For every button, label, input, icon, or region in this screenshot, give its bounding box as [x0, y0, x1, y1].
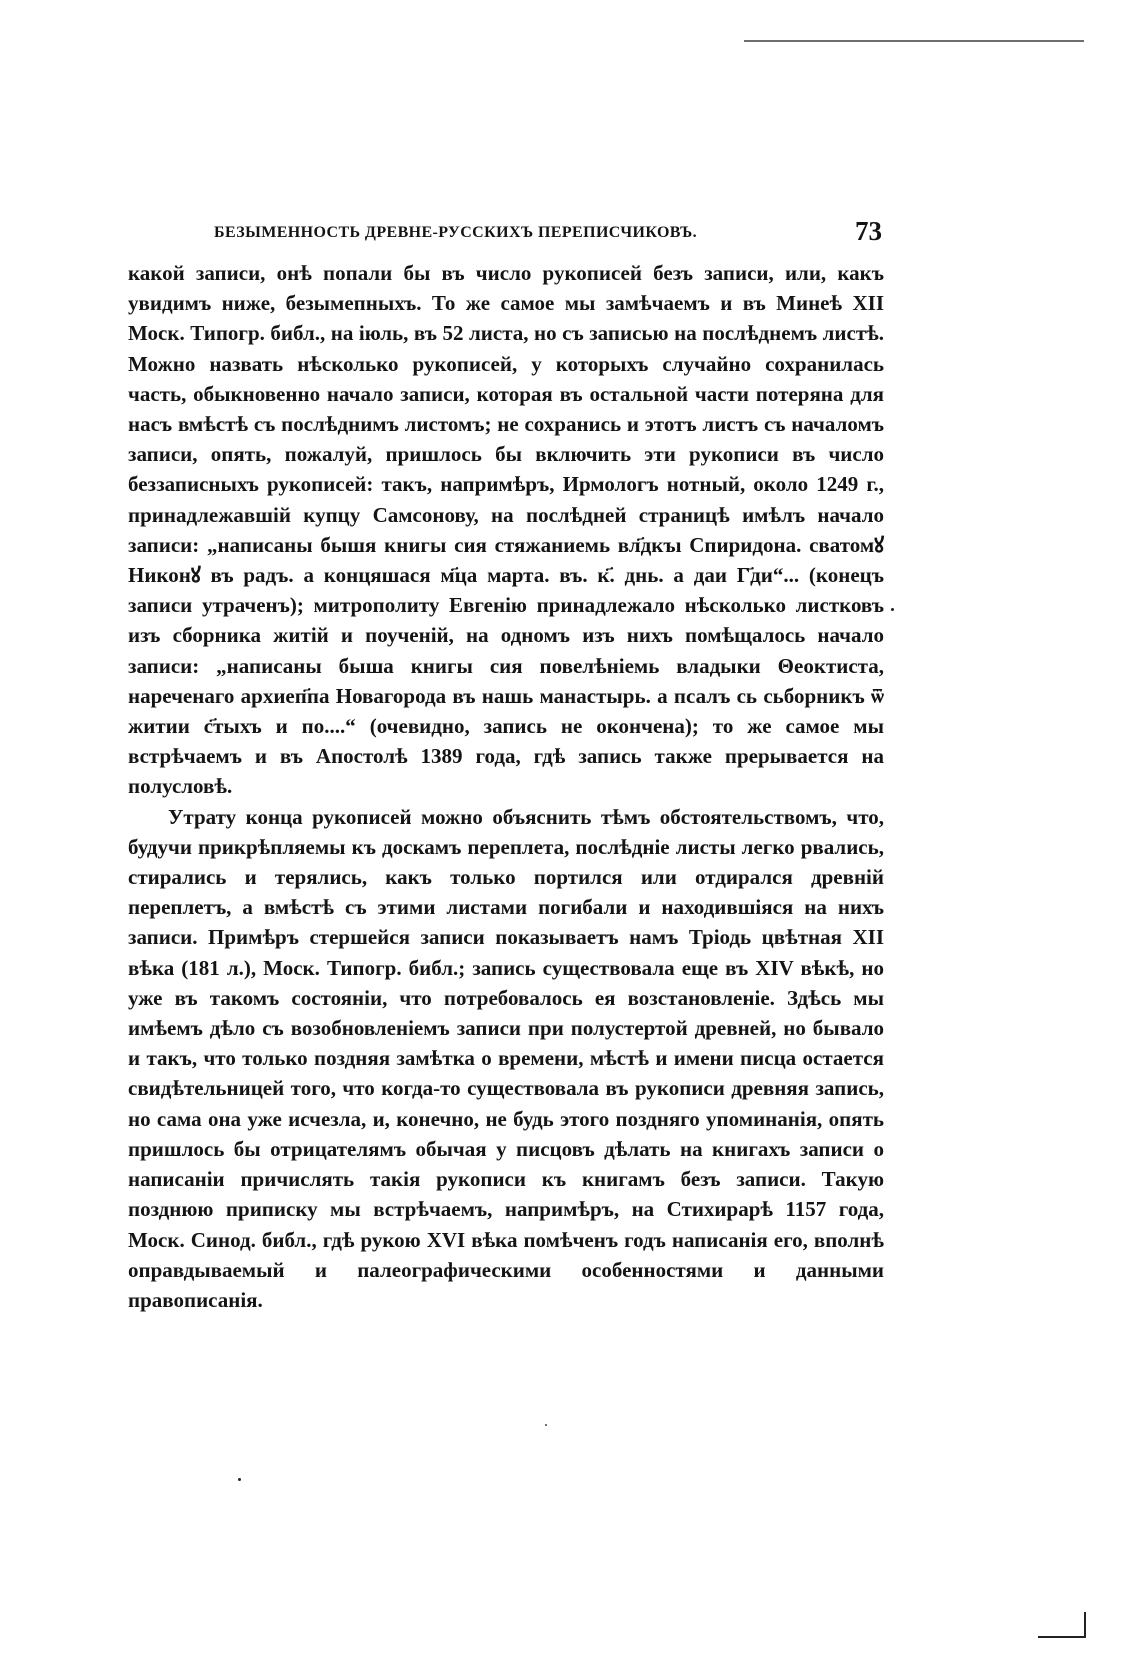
scan-edge-line [744, 40, 1084, 42]
scan-speck [238, 1478, 241, 1481]
paragraph-continuation: какой записи, онѣ попали бы въ число рукописей безъ записи, или, какъ увидимъ ниже, безымепныхъ. То же самое мы замѣчаемъ и въ Минеѣ XII Моск. Типогр. библ., на іюль, въ 52 листа, но съ записью на послѣднемъ листѣ. Можно назвать нѣсколько рукописей, у которыхъ случайно сохранилась часть, обыкновенно начало записи, которая въ остальной части потеряна для насъ вмѣстѣ съ послѣднимъ листомъ; не сохранись и этотъ листъ съ началомъ записи, опять, пожалуй, пришлось бы включить эти рукописи въ число беззаписныхъ рукописей: такъ, напримѣръ, Ирмологъ нотный, около 1249 г., принадлежавшій купцу Самсонову, на послѣдней страницѣ имѣлъ начало записи: „написаны бышя книгы сия стяжаниемь вл҃дкъı Спиридона. сватомꙋ Никонꙋ въ радъ. а концяшася м҃ца марта. въ. к҃. днь. а даи Г҃ди“... (конецъ записи утраченъ); митрополиту Евгенію принадлежало нѣсколько листковъ изъ сборника житій и поученій, на одномъ изъ нихъ помѣщалось начало записи: „написаны быша книгы сия повелѣніемь владыки Θеоктиста, нареченаго архиеп҃па Новагорода въ нашь манастырь. а псалъ сь сьборникъ ѿ житии с҃тыхъ и по....“ (очевидно, запись не окончена); то же самое мы встрѣчаемъ и въ Апостолѣ 1389 года, гдѣ запись также прерывается на полусловѣ. [128, 261, 884, 799]
paragraph: Утрату конца рукописей можно объяснить тѣмъ обстоятельствомъ, что, будучи прикрѣпляемы къ доскамъ переплета, послѣдніе листы легко рвались, стирались и терялись, какъ только портился или отдирался древній переплетъ, а вмѣстѣ съ этими листами погибали и находившіяся на нихъ записи. Примѣръ стершейся записи показываетъ намъ Тріодь цвѣтная XII вѣка (181 л.), Моск. Типогр. библ.; запись существовала еще въ XIV вѣкѣ, но уже въ такомъ состояніи, что потребовалось ея возстановленіе. Здѣсь мы имѣемъ дѣло съ возобновленіемъ записи при полустертой древней, но бывало и такъ, что только поздняя замѣтка о времени, мѣстѣ и имени писца остается свидѣтельницей того, что когда-то существовала въ рукописи древняя запись, но сама она уже исчезла, и, конечно, не будь этого поздняго упоминанія, опять пришлось бы отрицателямъ обычая у писцовъ дѣлать на книгахъ записи о написаніи причислять такія рукописи къ книгамъ безъ записи. Такую позднюю приписку мы встрѣчаемъ, напримѣръ, на Стихирарѣ 1157 года, Моск. Синод. библ., гдѣ рукою XVI вѣка помѣченъ годъ написанія его, вполнѣ оправдываемый и палеографическими особенностями и данными правописанія. [128, 804, 884, 1312]
running-head [128, 218, 884, 252]
page-number: 73 [855, 216, 882, 246]
crop-corner-mark [1038, 1612, 1086, 1638]
body-text [128, 258, 884, 1315]
scan-speck [545, 1424, 547, 1426]
running-title: БЕЗЫМЕННОСТЬ ДРЕВНЕ-РУССКИХЪ ПЕРЕПИСЧИКОВЪ. [214, 224, 698, 241]
scan-speck [891, 608, 894, 611]
book-page [128, 218, 884, 1315]
